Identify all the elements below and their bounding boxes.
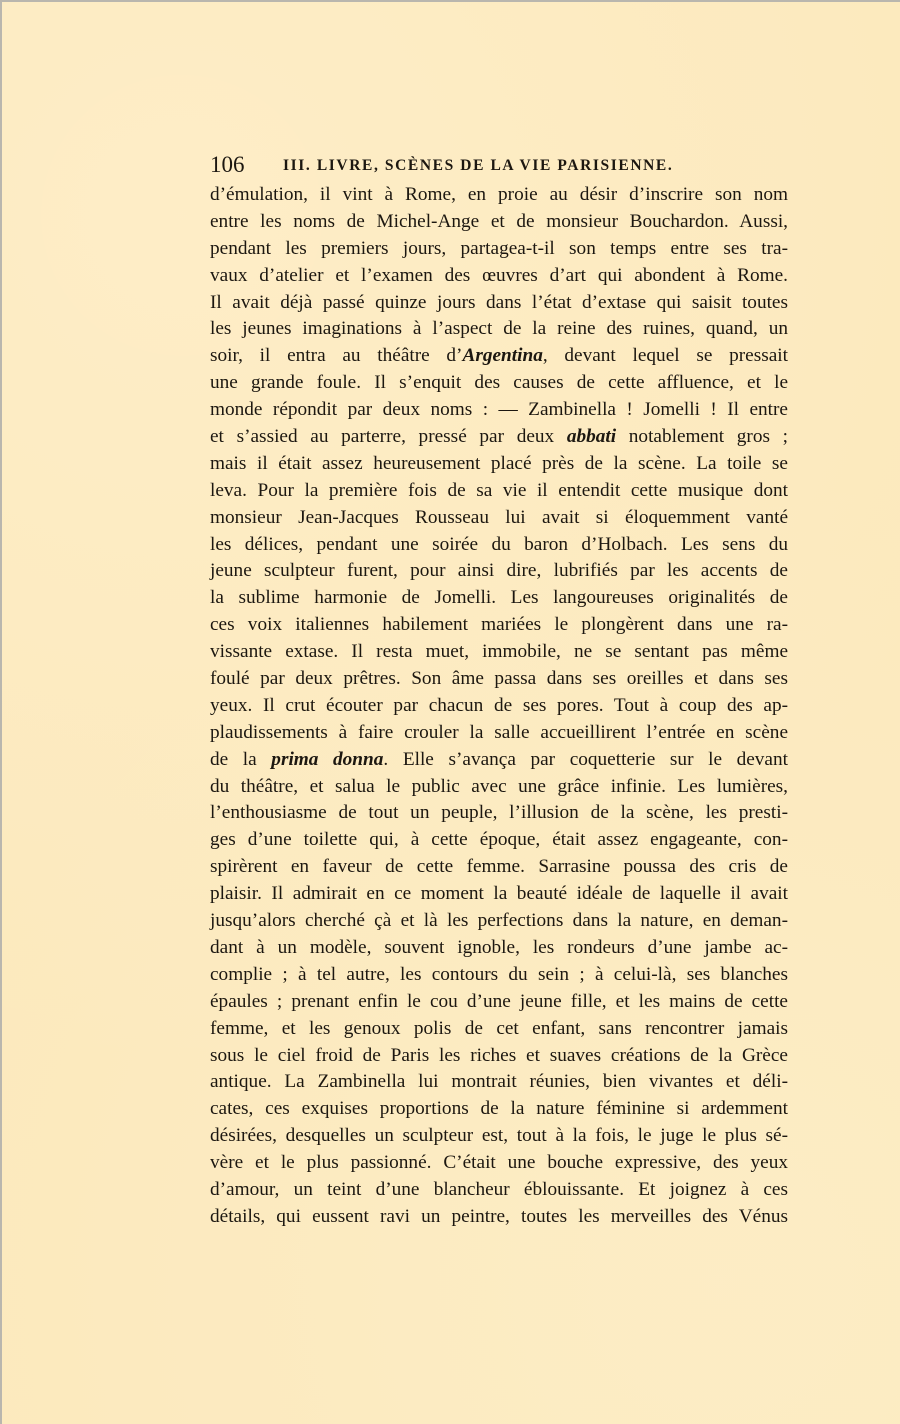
text-run: d’émulation, il vint à Rome, en proie au désir d’inscrire son nom: [210, 184, 788, 205]
text-line: [210, 774, 788, 801]
text-line: [210, 827, 788, 854]
text-run: et s’assied au parterre, pressé par deux: [210, 426, 567, 448]
text-line: [210, 263, 788, 290]
text-run: cates, ces exquises proportions de la nature féminine si ardemment: [210, 1098, 788, 1120]
text-run: soir, il entra au théâtre d’: [210, 345, 463, 367]
text-run: la sublime harmonie de Jomelli. Les langoureuses originalités de: [210, 587, 788, 609]
text-line: [210, 451, 788, 478]
text-line: [210, 316, 788, 343]
text-run: complie ; à tel autre, les contours du sein ; à celui-là, ses blanches: [210, 963, 788, 985]
text-run: une grande foule. Il s’enquit des causes de cette affluence, et le: [210, 372, 788, 394]
text-run: de la: [210, 748, 272, 770]
text-run: du théâtre, et salua le public avec une grâce infinie. Les lumières,: [210, 775, 788, 797]
text-line: [210, 182, 788, 209]
body-text: [210, 182, 788, 1231]
text-line: [210, 693, 788, 720]
text-run: . Elle s’avança par coquetterie sur le devant: [383, 748, 788, 770]
text-run: entre les noms de Michel-Ange et de monsieur Bouchardon. Aussi,: [210, 210, 788, 232]
text-line: [210, 962, 788, 989]
text-run: yeux. Il crut écouter par chacun de ses pores. Tout à coup des ap-: [210, 694, 788, 716]
text-line: [210, 1096, 788, 1123]
text-line: [210, 1150, 788, 1177]
text-line: [210, 370, 788, 397]
text-line: [210, 343, 788, 370]
book-page: [2, 2, 900, 1424]
text-run: notablement gros ;: [616, 426, 788, 448]
text-run: vaux d’atelier et l’examen des œuvres d’art qui abondent à Rome.: [210, 264, 788, 286]
text-run: monsieur Jean-Jacques Rousseau lui avait si éloquemment vanté: [210, 506, 788, 528]
text-line: [210, 558, 788, 585]
text-run: jeune sculpteur furent, pour ainsi dire, lubrifiés par les accents de: [210, 560, 788, 582]
text-run: leva. Pour la première fois de sa vie il entendit cette musique dont: [210, 479, 788, 501]
text-line: [210, 424, 788, 451]
text-run: l’enthousiasme de tout un peuple, l’illusion de la scène, les presti-: [210, 802, 788, 824]
text-run: vère et le plus passionné. C’était une bouche expressive, des yeux: [210, 1152, 788, 1174]
text-line: [210, 639, 788, 666]
italic-term: abbati: [566, 426, 617, 448]
text-run: antique. La Zambinella lui montrait réunies, bien vivantes et déli-: [210, 1071, 788, 1093]
text-run: ces voix italiennes habilement mariées le plongèrent dans une ra-: [210, 614, 788, 636]
text-line: [210, 800, 788, 827]
text-line: [210, 1069, 788, 1096]
text-run: Il avait déjà passé quinze jours dans l’état d’extase qui saisit toutes: [210, 291, 788, 313]
italic-term: Argentina: [462, 345, 543, 367]
text-run: dant à un modèle, souvent ignoble, les rondeurs d’une jambe ac-: [210, 936, 788, 958]
text-run: d’amour, un teint d’une blancheur éblouissante. Et joignez à ces: [210, 1178, 788, 1200]
text-line: [210, 854, 788, 881]
text-line: [210, 1043, 788, 1070]
text-line: [210, 532, 788, 559]
text-line: [210, 478, 788, 505]
text-line: [210, 1016, 788, 1043]
text-line: [210, 1204, 788, 1231]
text-line: [210, 908, 788, 935]
text-run: plaudissements à faire crouler la salle accueillirent l’entrée en scène: [210, 721, 788, 743]
text-run: désirées, desquelles un sculpteur est, tout à la fois, le juge le plus sé-: [210, 1125, 788, 1147]
text-line: [210, 989, 788, 1016]
text-run: jusqu’alors cherché çà et là les perfections dans la nature, en deman-: [210, 910, 788, 932]
text-run: les jeunes imaginations à l’aspect de la reine des ruines, quand, un: [210, 318, 788, 340]
text-line: [210, 720, 788, 747]
running-head: III. LIVRE, SCÈNES DE LA VIE PARISIENNE.: [283, 157, 674, 174]
page-number: 106: [210, 152, 245, 177]
text-line: [210, 505, 788, 532]
text-run: femme, et les genoux polis de cet enfant, sans rencontrer jamais: [210, 1017, 788, 1039]
text-line: [210, 881, 788, 908]
text-run: spirèrent en faveur de cette femme. Sarrasine poussa des cris de: [210, 856, 788, 878]
text-line: [210, 1177, 788, 1204]
text-line: [210, 585, 788, 612]
text-line: [210, 747, 788, 774]
text-line: [210, 397, 788, 424]
text-line: [210, 612, 788, 639]
text-run: épaules ; prenant enfin le cou d’une jeune fille, et les mains de cette: [210, 990, 788, 1012]
text-line: [210, 666, 788, 693]
text-run: foulé par deux prêtres. Son âme passa dans ses oreilles et dans ses: [210, 668, 788, 690]
text-line: [210, 935, 788, 962]
page-header: [210, 152, 790, 182]
text-run: monde répondit par deux noms : — Zambinella ! Jomelli ! Il entre: [210, 399, 788, 421]
text-run: , devant lequel se pressait: [542, 345, 788, 367]
text-run: vissante extase. Il resta muet, immobile, ne se sentant pas même: [210, 641, 788, 663]
text-run: ges d’une toilette qui, à cette époque, était assez engageante, con-: [210, 829, 788, 851]
italic-term: prima donna: [271, 748, 384, 770]
text-line: [210, 209, 788, 236]
text-line: [210, 290, 788, 317]
text-run: pendant les premiers jours, partagea-t-il son temps entre ses tra-: [210, 237, 788, 259]
text-line: [210, 236, 788, 263]
text-run: plaisir. Il admirait en ce moment la beauté idéale de laquelle il avait: [210, 883, 788, 905]
text-run: les délices, pendant une soirée du baron d’Holbach. Les sens du: [210, 533, 788, 555]
text-line: [210, 1123, 788, 1150]
text-run: mais il était assez heureusement placé près de la scène. La toile se: [210, 452, 788, 474]
text-run: détails, qui eussent ravi un peintre, toutes les merveilles des Vénus: [210, 1205, 788, 1227]
text-run: sous le ciel froid de Paris les riches et suaves créations de la Grèce: [210, 1044, 788, 1066]
